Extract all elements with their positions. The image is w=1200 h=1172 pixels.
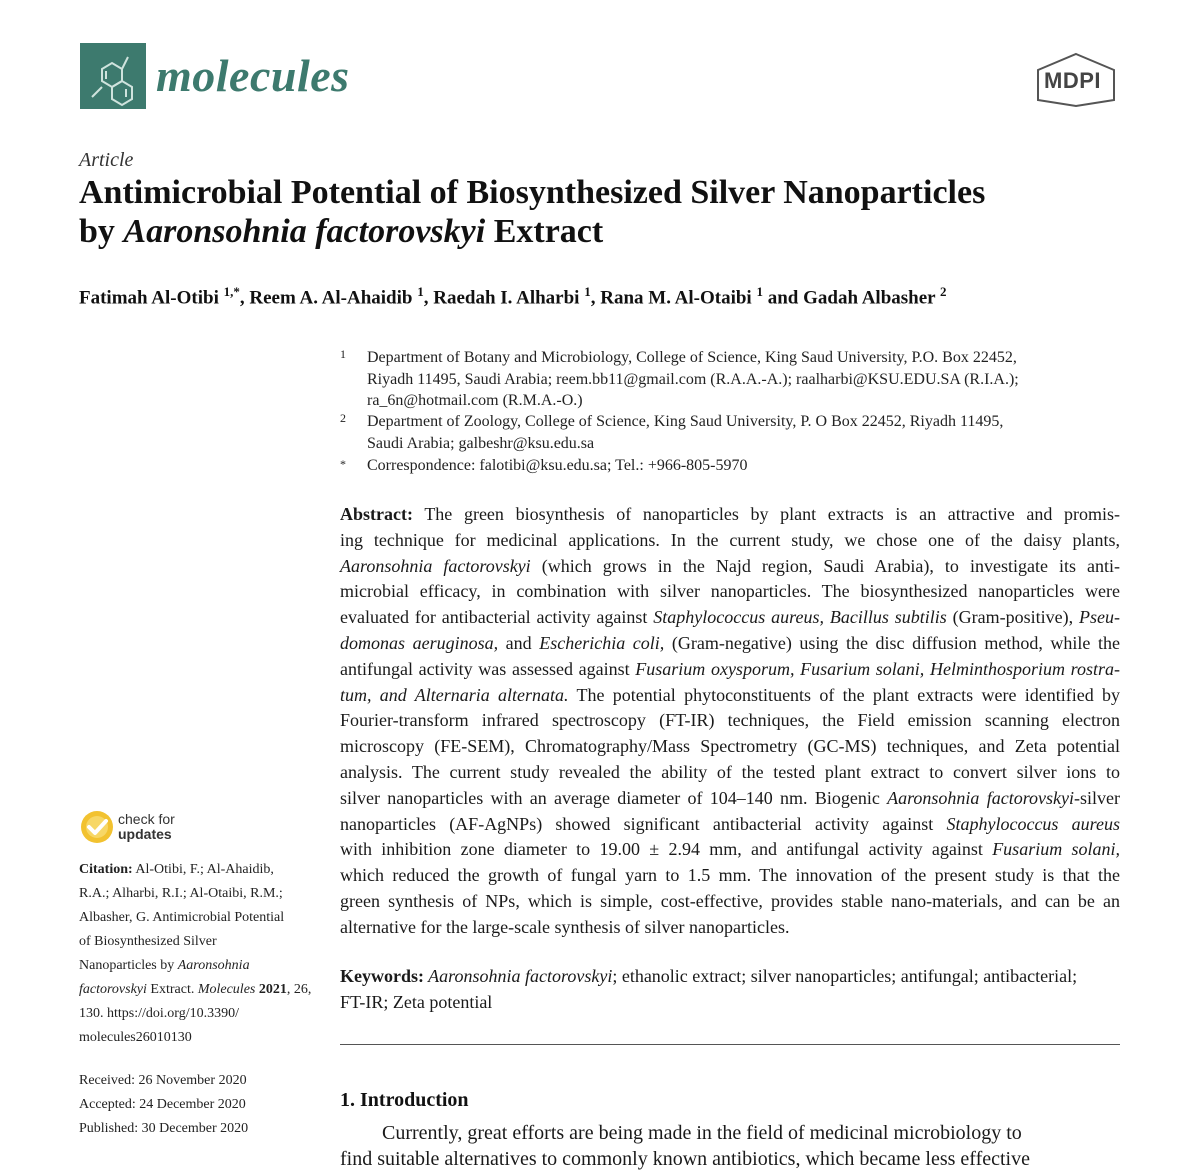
published-date: Published: 30 December 2020 — [79, 1121, 249, 1136]
abstract-line — [340, 554, 1120, 580]
abstract-text: and — [498, 632, 540, 653]
intro-line: find suitable alternatives to commonly known antibiotics, which became less effective — [340, 1148, 1030, 1170]
abstract-line — [340, 528, 1120, 554]
abstract-text: (which grows in the Najd region, Saudi Arabia), to investigate its anti- — [530, 555, 1121, 576]
keywords-label: Keywords: — [340, 966, 424, 986]
abstract-text: (Gram-negative) using the disc diffusion method, while the — [664, 632, 1120, 653]
author-name: Gadah Albasher — [803, 287, 941, 309]
abstract-species: Staphylococcus aureus — [946, 813, 1120, 834]
abstract-text: ing technique for medicinal applications. In the current study, we chose one of the daisy plants, — [340, 529, 1120, 550]
affiliation-text — [367, 455, 748, 477]
abstract-species: domonas aeruginosa, — [340, 632, 499, 653]
title-text: Extract — [485, 213, 604, 250]
citation-text: of Biosynthesized Silver — [79, 934, 217, 949]
abstract-line — [340, 760, 1120, 786]
author-separator: , — [423, 287, 434, 309]
citation-text: R.A.; Alharbi, R.I.; Al-Otaibi, R.M.; — [79, 886, 283, 901]
abstract-species: tum, and Alternaria alternata. — [340, 684, 569, 705]
author-name: Rana M. Al-Otaibi — [600, 287, 757, 309]
citation-text: Extract. — [146, 982, 198, 997]
title-line-1: Antimicrobial Potential of Biosynthesized Silver Nanoparticles — [79, 174, 986, 211]
journal-name: molecules — [156, 50, 350, 101]
accepted-date: Accepted: 24 December 2020 — [79, 1097, 246, 1112]
abstract-text: silver nanoparticles with an average diameter of 104–140 nm. Biogenic — [340, 787, 888, 808]
affiliation-mark: 1 — [340, 347, 346, 361]
affiliation-line: Correspondence: falotibi@ksu.edu.sa; Tel.: +966-805-5970 — [367, 457, 748, 474]
molecule-icon — [80, 43, 146, 109]
citation-text: Albasher, G. Antimicrobial Potential — [79, 910, 285, 925]
author-affiliation-mark: 1 — [584, 284, 591, 299]
abstract-line — [340, 683, 1120, 709]
abstract-line — [340, 734, 1120, 760]
citation-species: Aaronsohnia — [177, 958, 250, 973]
author-affiliation-mark: 2 — [940, 284, 947, 299]
citation-journal: Molecules — [197, 982, 256, 997]
article-type: Article — [79, 149, 134, 171]
author-name: Raedah I. Alharbi — [433, 287, 585, 309]
check-updates-line: check for — [118, 811, 175, 827]
title-text: by — [79, 213, 124, 250]
citation-block — [79, 858, 319, 1050]
affiliation-line: Riyadh 11495, Saudi Arabia; reem.bb11@gmail.com (R.A.A.-A.); raalharbi@KSU.EDU.SA (R.I.A.); — [367, 370, 1019, 388]
keywords-text: ; ethanolic extract; silver nanoparticles; antifungal; antibacterial; — [612, 966, 1078, 986]
abstract-line — [340, 837, 1120, 863]
author-separator: and — [762, 287, 804, 309]
affiliation-line: ra_6n@hotmail.com (R.M.A.-O.) — [367, 392, 583, 409]
abstract-line — [340, 579, 1120, 605]
abstract-text: The green biosynthesis of nanoparticles by plant extracts is an attractive and promis- — [412, 504, 1120, 524]
affiliation-text — [367, 411, 1003, 454]
abstract-line — [340, 708, 1120, 734]
check-updates-line: updates — [118, 826, 172, 842]
abstract-text: Fourier-transform infrared spectroscopy (FT-IR) techniques, the Field emission scanning electron — [340, 710, 1120, 731]
abstract-label: Abstract: — [340, 504, 413, 524]
abstract-text: microbial efficacy, in combination with silver nanoparticles. The biosynthesized nanoparticles were — [340, 581, 1120, 602]
abstract-species: Staphylococcus aureus, Bacillus subtilis — [653, 607, 947, 628]
section-divider — [340, 1044, 1120, 1045]
abstract-species: Pseu- — [1079, 607, 1120, 628]
abstract-species: Fusarium solani, — [992, 839, 1121, 860]
author-affiliation-mark: 1,* — [223, 284, 240, 299]
abstract-text: (Gram-positive), — [946, 607, 1080, 628]
abstract-line — [340, 863, 1120, 889]
keyword-species: Aaronsohnia factorovskyi — [424, 966, 613, 986]
abstract-line — [340, 786, 1120, 812]
abstract-line — [340, 889, 1120, 915]
abstract-species: Escherichia coli, — [539, 632, 665, 653]
check-updates-icon — [80, 810, 114, 844]
affiliation-mark: 2 — [340, 411, 346, 425]
journal-logo — [80, 43, 146, 109]
intro-paragraph — [340, 1120, 1120, 1172]
publisher-logo — [1034, 52, 1118, 108]
author-name: Reem A. Al-Ahaidib — [249, 287, 418, 309]
author-list — [79, 284, 947, 309]
affiliation-line: Department of Botany and Microbiology, College of Science, King Saud University, P.O. Box 22452, — [367, 349, 1017, 366]
abstract-text: alternative for the large-scale synthesis of silver nanoparticles. — [340, 916, 790, 937]
affiliation-line: Department of Zoology, College of Science, King Saud University, P. O Box 22452, Riyadh 11495, — [367, 413, 1004, 430]
citation-species: factorovskyi — [79, 982, 147, 997]
abstract-text: -silver — [1074, 787, 1120, 808]
abstract-species: Aaronsohnia factorovskyi — [340, 555, 531, 576]
author-affiliation-mark: 1 — [756, 284, 763, 299]
abstract-text: green synthesis of NPs, which is simple, cost-effective, provides stable nano-materials, and can be an — [340, 890, 1120, 911]
citation-year: 2021 — [258, 982, 287, 997]
citation-text: Nanoparticles by — [79, 958, 178, 973]
abstract-line — [340, 631, 1120, 657]
citation-volume: , 26, — [286, 982, 312, 997]
citation-doi[interactable]: 130. https://doi.org/10.3390/ — [79, 1006, 239, 1021]
citation-text: Al-Otibi, F.; Al-Ahaidib, — [132, 862, 274, 877]
received-date: Received: 26 November 2020 — [79, 1073, 247, 1088]
keywords-text: FT-IR; Zeta potential — [340, 992, 493, 1012]
abstract-text: evaluated for antibacterial activity against — [340, 607, 654, 628]
title-line-2 — [79, 212, 1159, 251]
abstract-line — [340, 812, 1120, 838]
intro-line: Currently, great efforts are being made in the field of medicinal microbiology to — [382, 1122, 1022, 1144]
publisher-name: MDPI — [1044, 68, 1101, 93]
title-species: Aaronsohnia factorovskyi — [123, 213, 486, 250]
section-heading: 1. Introduction — [340, 1089, 469, 1111]
article-title — [79, 173, 1159, 251]
affiliation-mark: * — [340, 457, 346, 471]
abstract-text: with inhibition zone diameter to 19.00 ± 2.94 mm, and antifungal activity against — [340, 839, 993, 860]
citation-doi[interactable]: molecules26010130 — [79, 1030, 192, 1045]
abstract-line — [340, 915, 1120, 941]
affiliation-text — [367, 347, 1019, 412]
check-updates-text — [118, 812, 175, 842]
abstract — [340, 502, 1120, 941]
affiliation-line: Saudi Arabia; galbeshr@ksu.edu.sa — [367, 434, 595, 452]
abstract-species: Aaronsohnia factorovskyi — [887, 787, 1075, 808]
abstract-line — [340, 605, 1120, 631]
abstract-species: Fusarium oxysporum, Fusarium solani, Helminthosporium rostra- — [635, 658, 1120, 679]
abstract-line — [340, 502, 1120, 528]
abstract-text: microscopy (FE-SEM), Chromatography/Mass Spectrometry (GC-MS) techniques, and Zeta potential — [340, 736, 1120, 757]
keywords — [340, 963, 1130, 1015]
abstract-text: nanoparticles (AF-AgNPs) showed significant antibacterial activity against — [340, 813, 947, 834]
abstract-text: which reduced the growth of fungal yarn to 1.5 mm. The innovation of the present study is that the — [340, 865, 1120, 886]
check-for-updates-badge[interactable] — [80, 810, 200, 850]
author-separator: , — [590, 287, 601, 309]
author-name: Fatimah Al-Otibi — [79, 287, 224, 309]
abstract-text: antifungal activity was assessed against — [340, 658, 636, 679]
citation-label: Citation: — [79, 862, 133, 877]
abstract-line — [340, 657, 1120, 683]
abstract-text: The potential phytoconstituents of the plant extracts were identified by — [568, 684, 1120, 705]
author-separator: , — [239, 287, 250, 309]
abstract-text: analysis. The current study revealed the ability of the tested plant extract to convert silver ions to — [340, 761, 1120, 782]
author-affiliation-mark: 1 — [417, 284, 424, 299]
